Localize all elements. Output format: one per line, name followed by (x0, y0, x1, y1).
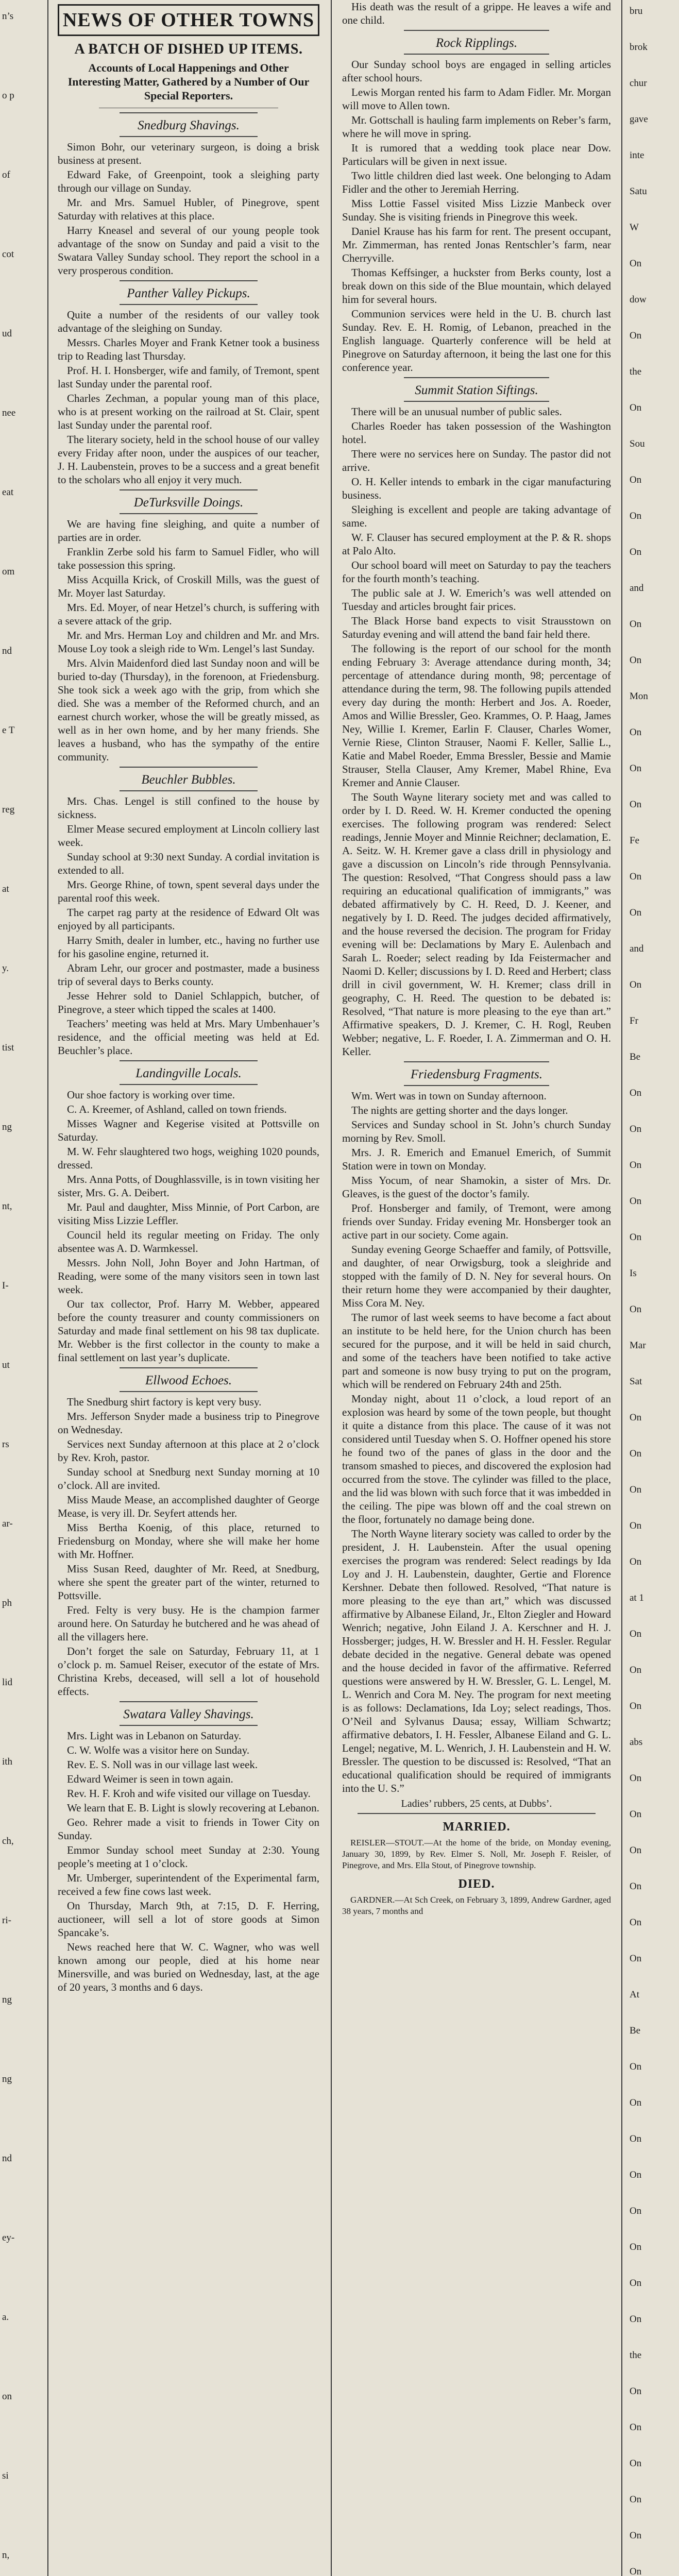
cropped-text-fragment: ut (2, 1360, 10, 1370)
cropped-text-fragment: On (630, 1845, 642, 1856)
news-item: We learn that E. B. Light is slowly recovering at Lebanon. (67, 1802, 319, 1814)
news-item: Mr. and Mrs. Herman Loy and children and Mr. and Mrs. Mouse Loy took a sleigh ride to Wm. Lengel’s last Sunday. (58, 629, 319, 655)
cropped-text-fragment: On (630, 1953, 642, 1964)
cropped-text-fragment: tist (2, 1042, 14, 1053)
cropped-text-fragment: the (630, 2350, 642, 2361)
cropped-text-fragment: On (630, 1917, 642, 1928)
cropped-text-fragment: ri- (2, 1915, 11, 1926)
section-heading: Landingville Locals. (135, 1066, 242, 1080)
cropped-text-fragment: abs (630, 1737, 643, 1748)
cropped-text-fragment: On (630, 1701, 642, 1711)
right-edge-column (624, 0, 679, 2576)
news-item: Services next Sunday afternoon at this place at 2 o’clock by Rev. Kroh, pastor. (58, 1438, 319, 1464)
cropped-text-fragment: o p (2, 90, 14, 101)
news-item: M. W. Fehr slaughtered two hogs, weighing 1020 pounds, dressed. (58, 1145, 319, 1171)
cropped-text-fragment: chur (630, 78, 647, 89)
column-rule (331, 0, 332, 2576)
news-item: W. F. Clauser has secured employment at the P. & R. shops at Palo Alto. (342, 531, 611, 557)
section-divider (120, 136, 258, 137)
cropped-text-fragment: On (630, 871, 642, 882)
news-item: We are having fine sleighing, and quite a number of parties are in order. (58, 518, 319, 544)
news-item: The South Wayne literary society met and was called to order by I. D. Reed. W. H. Kremer conducted the opening exercises. The following program was rendered: Select readings, Jennie Moyer and Minnie Reichner; declamation, E. A. Seitz. W. H. Kremer gave a class drill in physiology and gave a discussion on Lincoln’s ride through Pennsylvania. The question: Resolved, “That Congress should pass a law requiring an educational qualification of immigrants,” was debated affirmatively by C. H. Reed, D. J. Keener, and negatively by I. D. Reed. The judges decided affirmatively, and the house reversed the decision. The program for Friday evening will be: Declamations by Mary E. Aulenbach and Sarah L. Roeder; select reading by Ida Feistermacher and Naomi D. Keller; discussions by I. D. Reed and Herbert; class drill in civil government, W. H. Kremer; class drill in geography, C. H. Reed. The question to be debated is: Resolved, “That nature is more pleasing to the eye than art.” Affirmative speakers, D. J. Kremer, C. H. Rogl, Reuben Webber; negative, L. F. Roeder, I. A. Zimmerman and O. H. Keller. (342, 791, 611, 1058)
news-item: Miss Yocum, of near Shamokin, a sister of Mrs. Dr. Gleaves, is the guest of the doctor’s family. (342, 1174, 611, 1200)
cropped-text-fragment: ph (2, 1598, 12, 1608)
cropped-text-fragment: I- (2, 1280, 9, 1291)
cropped-text-fragment: ng (2, 2074, 12, 2084)
married-heading: MARRIED. (443, 1820, 511, 1834)
column-rule (621, 0, 622, 2576)
cropped-text-fragment: On (630, 1809, 642, 1820)
cropped-text-fragment: On (630, 2314, 642, 2325)
cropped-text-fragment: On (630, 2278, 642, 2289)
cropped-text-fragment: On (630, 727, 642, 738)
cropped-text-fragment: ey- (2, 2232, 15, 2243)
news-item: Sunday evening George Schaeffer and family, of Pottsville, and daughter, of near Orwigsburg, took a sleighride and stopped with the family of D. N. Ney for several hours. On their return home they were accompanied by their daughter, Miss Cora M. Ney. (342, 1243, 611, 1309)
cropped-text-fragment: e T (2, 725, 15, 736)
cropped-text-fragment: and (630, 583, 644, 594)
cropped-text-fragment: On (630, 2097, 642, 2108)
news-item: Prof. Honsberger and family, of Tremont, were among friends over Sunday. Friday evening Mr. Honsberger took an active part in our society. Come again. (342, 1202, 611, 1241)
cropped-text-fragment: lid (2, 1677, 13, 1688)
news-item: News reached here that W. C. Wagner, who was well known among our people, died at his home near Minersville, and was buried on Wednesday, last, at the age of 20 years, 3 months and 6 days. (58, 1941, 319, 1993)
section-divider (404, 401, 549, 402)
news-item: Messrs. Charles Moyer and Frank Ketner took a business trip to Reading last Thursday. (58, 336, 319, 362)
section-heading: Summit Station Siftings. (415, 383, 538, 397)
news-item: Quite a number of the residents of our valley took advantage of the sleighing on Sunday. (58, 309, 319, 334)
news-item: Charles Roeder has taken possession of the Washington hotel. (342, 420, 611, 446)
section-divider (120, 1367, 258, 1368)
news-item: Geo. Rehrer made a visit to friends in Tower City on Sunday. (58, 1816, 319, 1842)
news-item: Miss Maude Mease, an accomplished daughter of George Mease, is very ill. Dr. Seyfert attends her. (58, 1494, 319, 1519)
news-item: Prof. H. I. Honsberger, wife and family, of Tremont, spent last Sunday under the parental roof. (58, 364, 319, 390)
cropped-text-fragment: rs (2, 1439, 9, 1450)
news-item: Mrs. J. R. Emerich and Emanuel Emerich, of Summit Station were in town on Monday. (342, 1146, 611, 1172)
cropped-text-fragment: On (630, 907, 642, 918)
cropped-text-fragment: on (2, 2391, 12, 2402)
news-item: Mrs. Light was in Lebanon on Saturday. (67, 1730, 242, 1742)
married-notice: REISLER—STOUT.—At the home of the bride, on Monday evening, January 30, 1899, by Rev. Elmer S. Noll, Mr. Joseph F. Reisler, of Pinegrove, and Mrs. Ella Stout, of Pinegrove township. (342, 1838, 611, 1870)
news-item: Our school board will meet on Saturday to pay the teachers for the fourth month’s teaching. (342, 559, 611, 585)
news-item: O. H. Keller intends to embark in the cigar manufacturing business. (342, 476, 611, 501)
cropped-text-fragment: a. (2, 2312, 9, 2323)
cropped-text-fragment: On (630, 1196, 642, 1207)
cropped-text-fragment: On (630, 2386, 642, 2397)
cropped-text-fragment: bru (630, 6, 643, 16)
cropped-text-fragment: Fe (630, 835, 639, 846)
news-item: There will be an unusual number of public sales. (351, 405, 562, 418)
section-heading: DeTurksville Doings. (133, 496, 244, 510)
section-heading: Beuchler Bubbles. (141, 773, 236, 787)
section-divider (120, 489, 258, 490)
section-heading: Swatara Valley Shavings. (123, 1707, 254, 1721)
news-item: On Thursday, March 9th, at 7:15, D. F. Herring, auctioneer, will sell a lot of store goods at Simon Spancake’s. (58, 1900, 319, 1939)
section-divider (404, 1061, 549, 1062)
cropped-text-fragment: On (630, 474, 642, 485)
section-divider (404, 30, 549, 31)
news-item: The following is the report of our school for the month ending February 3: Average attendance during month, 34; percentage of attendance during month, 98; percentage of attendance during the term, 98. The following pupils attended every day during the month: Herbert and Jos. A. Roeder, Amos and Willie Bressler, Geo. Krammes, O. P. Haag, James Ney, Willie I. Kremer, Earlin F. Clauser, Charles Womer, Vernie Riese, Clinton Strauser, Naomi F. Keller, Sallie L., Katie and Mabel Roeder, Emma Bressler, Bessie and Mamie Strauser, Stella Clauser, Amy Kremer, Mabel Rhine, Eva Kremer and Annie Clauser. (342, 642, 611, 789)
news-item: The Snedburg shirt factory is kept very busy. (67, 1396, 262, 1408)
cropped-text-fragment: On (630, 2242, 642, 2252)
news-item: Don’t forget the sale on Saturday, February 11, at 1 o’clock p. m. Samuel Reiser, executor of the estate of Mrs. Christina Krebs, deceased, will sell a lot of household effects. (58, 1645, 319, 1698)
died-notice: GARDNER.—At Sch Creek, on February 3, 1899, Andrew Gardner, aged 38 years, 7 months and (342, 1895, 611, 1916)
news-item: Emmor Sunday school meet Sunday at 2:30. Young people’s meeting at 1 o’clock. (58, 1844, 319, 1870)
cropped-text-fragment: On (630, 2494, 642, 2505)
news-item: Edward Fake, of Greenpoint, took a sleighing party through our village on Sunday. (58, 168, 319, 194)
news-item: Rev. E. S. Noll was in our village last week. (67, 1758, 258, 1771)
cropped-text-fragment: On (630, 1160, 642, 1171)
section-divider (120, 304, 258, 305)
cropped-text-fragment: On (630, 979, 642, 990)
news-item: Messrs. John Noll, John Boyer and John Hartman, of Reading, were some of the many visitors seen in town last week. (58, 1257, 319, 1296)
news-item: Miss Lottie Fassel visited Miss Lizzie Manbeck over Sunday. She is visiting friends in Pinegrove this week. (342, 197, 611, 223)
cropped-text-fragment: On (630, 2422, 642, 2433)
news-item: Franklin Zerbe sold his farm to Samuel Fidler, who will take possession this spring. (58, 546, 319, 571)
cropped-text-fragment: the (630, 366, 642, 377)
news-item: Mrs. Alvin Maidenford died last Sunday noon and will be buried to-day (Thursday), in the forenoon, at Friedensburg. She took sick a week ago with the grip, from which she died. She was a member of the Reformed church, and an earnest church worker, whose the will be greatly missed, as well as in her own home, and by her many friends. She leaves a husband, who has the sympathy of the entire community. (58, 657, 319, 763)
news-item: Harry Smith, dealer in lumber, etc., having no further use for his gasoline engine, returned it. (58, 934, 319, 960)
cropped-text-fragment: On (630, 1520, 642, 1531)
cropped-text-fragment: Be (630, 1052, 641, 1062)
news-item: Mrs. Jefferson Snyder made a business trip to Pinegrove on Wednesday. (58, 1410, 319, 1436)
main-column-a (48, 0, 327, 2576)
cropped-text-fragment: On (630, 799, 642, 810)
news-item: Thomas Keffsinger, a huckster from Berks county, lost a break down on this side of the Blue mountain, which delayed him for several hours. (342, 266, 611, 306)
section-divider (120, 280, 258, 281)
news-item: Mrs. George Rhine, of town, spent several days under the parental roof this week. (58, 878, 319, 904)
masthead: NEWS OF OTHER TOWNS (58, 4, 319, 36)
section-divider (120, 513, 258, 514)
news-item: The North Wayne literary society was called to order by the president, J. H. Laubenstein. After the usual opening exercises the program was rendered: Select readings by Ida Loy and J. H. Laubenstein, daughter, Gertie and Florence Kershner. Debate then followed. Resolved, “That nature is more pleasing to the eye than art,” which was discussed affirmative by Albanese Eiland, Jr., Elton Ziegler and Howard Wenrich; negative, John Eiland J. A. Kerschner and H. J. Hossberger; judges, H. W. Bressler and H. H. Fessler. Regular debate decided in the negative. General debate was opened and the house decided in favor of the affirmative. Referred questions were answered by H. W. Bressler, G. L. Lengel, M. L. Wenrich and Cora M. Ney. The program for next meeting is as follows: Declamations, Ida Loy; select readings, Thos. O’Neil and Sylvanus Dausa; essay, William Schwartz; affirmative debators, I. H. Fessler, Albanese Eiland and G. L. Lengel; negative, M. L. Wenrich, J. H. Laubenstein and H. W. Bressler. The question to be discussed is: Resolved, “That an educational qualification should be required of immigrants into the U. S.” (342, 1528, 611, 1794)
divider (358, 1813, 596, 1814)
cropped-text-fragment: On (630, 258, 642, 269)
news-item: Teachers’ meeting was held at Mrs. Mary Umbenhauer’s residence, and the official meeting was held at Ed. Beuchler’s place. (58, 1018, 319, 1057)
cropped-text-fragment: On (630, 1665, 642, 1675)
section-divider (404, 54, 549, 55)
section-heading: Rock Ripplings. (435, 36, 518, 50)
news-item: Sunday school at 9:30 next Sunday. A cordial invitation is extended to all. (58, 851, 319, 876)
cropped-text-fragment: reg (2, 804, 15, 815)
column-b-intro (342, 0, 611, 27)
cropped-text-fragment: cot (2, 249, 14, 260)
news-item: Elmer Mease secured employment at Lincoln colliery last week. (58, 823, 319, 849)
cropped-text-fragment: y. (2, 963, 9, 974)
cropped-text-fragment: On (630, 1448, 642, 1459)
column-b-body (342, 30, 611, 1795)
cropped-text-fragment: and (630, 943, 644, 954)
cropped-text-fragment: On (630, 402, 642, 413)
news-item: The rumor of last week seems to have become a fact about an institute to be held here, for the Union church has been secured for the purpose, and it will be held in said church, and some of the teachers have been notified to take active part and someone is now busy trying to put on the program, which will be rendered on February 24th and 25th. (342, 1311, 611, 1391)
news-item: Mr. Gottschall is hauling farm implements on Reber’s farm, where he will move in spring. (342, 114, 611, 140)
cropped-text-fragment: ch, (2, 1836, 14, 1846)
news-item: Mrs. Ed. Moyer, of near Hetzel’s church, is suffering with a severe attack of the grip. (58, 601, 319, 627)
section-divider (120, 767, 258, 768)
news-item: Our tax collector, Prof. Harry M. Webber, appeared before the county treasurer and county commissioners on Saturday and made final settlement on his 98 tax duplicate. Mr. Webber is the first collector in the county to make a final settlement on last year’s duplicate. (58, 1298, 319, 1364)
section-divider (120, 112, 258, 113)
news-item: Mr. and Mrs. Samuel Hubler, of Pinegrove, spent Saturday with relatives at this place. (58, 196, 319, 222)
cropped-text-fragment: On (630, 330, 642, 341)
section-divider (120, 790, 258, 791)
section-divider (120, 1725, 258, 1726)
main-column-b (335, 0, 618, 2576)
cropped-text-fragment: On (630, 2133, 642, 2144)
news-item: Mr. Umberger, superintendent of the Experimental farm, received a few fine cows last week. (58, 1872, 319, 1897)
cropped-text-fragment: On (630, 1773, 642, 1784)
section-divider (120, 1060, 258, 1061)
cropped-text-fragment: On (630, 1088, 642, 1098)
news-item: The public sale at J. W. Emerich’s was well attended on Tuesday and articles brought fair prices. (342, 587, 611, 613)
news-item: Sunday school at Snedburg next Sunday morning at 10 o’clock. All are invited. (58, 1466, 319, 1492)
cropped-text-fragment: At (630, 1989, 639, 2000)
news-item: C. A. Kreemer, of Ashland, called on town friends. (67, 1103, 287, 1115)
news-item: His death was the result of a grippe. He leaves a wife and one child. (342, 1, 611, 26)
news-item: Edward Weimer is seen in town again. (67, 1773, 233, 1785)
news-item: Mrs. Chas. Lengel is still confined to the house by sickness. (58, 795, 319, 821)
news-item: Monday night, about 11 o’clock, a loud report of an explosion was heard by some of the town people, but thought it quite a distance from this place. The cause of it was not considered until Tuesday when S. O. Hoffner opened his store he found two of the panes of glass in the door and the transom smashed to pieces, and discovered the explosion had occurred from the stove. The cylinder was filled to the place, and the lid was blown with such force that it was imbedded in the ceiling. The pipe was blown off and the coal strewn on the floor, fortunately no damage being done. (342, 1393, 611, 1526)
cropped-text-fragment: On (630, 2206, 642, 2216)
cropped-text-fragment: ng (2, 1122, 12, 1132)
news-item: Our shoe factory is working over time. (67, 1089, 235, 1101)
cropped-text-fragment: On (630, 2530, 642, 2541)
cropped-text-fragment: nee (2, 408, 16, 418)
cropped-text-fragment: Sat (630, 1376, 642, 1387)
section-divider (404, 377, 549, 378)
cropped-text-fragment: ng (2, 1994, 12, 2005)
news-item: Miss Acquilla Krick, of Croskill Mills, was the guest of Mr. Moyer last Saturday. (58, 573, 319, 599)
cropped-text-fragment: Fr (630, 1015, 638, 1026)
cropped-text-fragment: On (630, 1304, 642, 1315)
cropped-text-fragment: si (2, 2470, 9, 2481)
news-item: Lewis Morgan rented his farm to Adam Fidler. Mr. Morgan will move to Allen town. (342, 86, 611, 112)
news-item: Jesse Hehrer sold to Daniel Schlappich, butcher, of Pinegrove, a steer which tipped the scales at 1400. (58, 990, 319, 1015)
cropped-text-fragment: at 1 (630, 1592, 644, 1603)
cropped-text-fragment: On (630, 2566, 642, 2576)
cropped-text-fragment: On (630, 1629, 642, 1639)
news-item: The literary society, held in the school house of our valley every Friday after noon, under the auspices of our teacher, J. H. Laubenstein, proves to be a success and a great benefit to the scholars who all enjoy it very much. (58, 433, 319, 486)
cropped-text-fragment: On (630, 1412, 642, 1423)
deck-headline: A BATCH OF DISHED UP ITEMS. (74, 41, 303, 57)
cropped-text-fragment: nt, (2, 1201, 12, 1212)
news-item: Rev. H. F. Kroh and wife visited our village on Tuesday. (67, 1787, 311, 1800)
news-item: It is rumored that a wedding took place near Dow. Particulars will be given in next issue. (342, 142, 611, 167)
cropped-text-fragment: On (630, 763, 642, 774)
cropped-text-fragment: On (630, 1556, 642, 1567)
cropped-text-fragment: On (630, 2061, 642, 2072)
cropped-text-fragment: On (630, 1484, 642, 1495)
news-item: Fred. Felty is very busy. He is the champion farmer around here. On Saturday he butchered and he was ahead of all the villagers here. (58, 1604, 319, 1643)
cropped-text-fragment: ud (2, 328, 12, 339)
cropped-text-fragment: at (2, 884, 9, 894)
section-divider (120, 1084, 258, 1085)
advertisement-line: Ladies’ rubbers, 25 cents, at Dubbs’. (401, 1798, 552, 1809)
died-heading: DIED. (458, 1877, 495, 1891)
cropped-text-fragment: On (630, 2170, 642, 2180)
cropped-text-fragment: On (630, 1124, 642, 1134)
cropped-text-fragment: brok (630, 42, 648, 53)
section-divider (120, 1701, 258, 1702)
cropped-text-fragment: gave (630, 114, 648, 125)
cropped-text-fragment: Sou (630, 438, 645, 449)
column-a-body (58, 112, 319, 1994)
cropped-text-fragment: dow (630, 294, 647, 305)
news-item: Simon Bohr, our veterinary surgeon, is doing a brisk business at present. (58, 141, 319, 166)
news-item: Daniel Krause has his farm for rent. The present occupant, Mr. Zimmerman, has rented Jonas Rentschler’s farm, near Cherryville. (342, 225, 611, 264)
cropped-text-fragment: Mon (630, 691, 648, 702)
cropped-text-fragment: ar- (2, 1518, 13, 1529)
news-item: Our Sunday school boys are engaged in selling articles after school hours. (342, 58, 611, 84)
news-item: Communion services were held in the U. B. church last Sunday. Rev. E. H. Romig, of Lebanon, preached in the English language. Quarterly conference will be held at Pinegrove on Saturday afternoon, it being the last one for this conference year. (342, 308, 611, 374)
news-item: C. W. Wolfe was a visitor here on Sunday. (67, 1744, 250, 1756)
section-heading: Snedburg Shavings. (138, 118, 240, 132)
cropped-text-fragment: nd (2, 646, 12, 656)
cropped-text-fragment: On (630, 1232, 642, 1243)
cropped-text-fragment: On (630, 2458, 642, 2469)
news-item: The Black Horse band expects to visit Strausstown on Saturday evening and will attend the band fair held there. (342, 615, 611, 640)
news-item: Harry Kneasel and several of our young people took advantage of the snow on Sunday and paid a visit to the Swatara Valley Sunday school. They report the school in a very prosperous condition. (58, 224, 319, 277)
cropped-text-fragment: W (630, 222, 639, 233)
cropped-text-fragment: ith (2, 1756, 13, 1767)
cropped-text-fragment: n, (2, 2550, 10, 2561)
news-item: The carpet rag party at the residence of Edward Olt was enjoyed by all participants. (58, 906, 319, 932)
news-item: Misses Wagner and Kegerise visited at Pottsville on Saturday. (58, 1117, 319, 1143)
cropped-text-fragment: Be (630, 2025, 641, 2036)
cropped-text-fragment: Mar (630, 1340, 646, 1351)
cropped-text-fragment: n’s (2, 11, 14, 22)
news-item: Miss Bertha Koenig, of this place, returned to Friedensburg on Monday, where she will make her home with Mr. Hoffner. (58, 1521, 319, 1561)
section-divider (404, 1085, 549, 1086)
cropped-text-fragment: inte (630, 150, 644, 161)
section-divider (120, 1391, 258, 1392)
section-heading: Ellwood Echoes. (145, 1374, 232, 1387)
cropped-text-fragment: On (630, 511, 642, 521)
cropped-text-fragment: nd (2, 2153, 12, 2164)
news-item: Council held its regular meeting on Friday. The only absentee was A. D. Warmkessel. (58, 1229, 319, 1255)
news-item: Two little children died last week. One belonging to Adam Fidler and the other to Jeremiah Herring. (342, 170, 611, 195)
subdeck-headline: Accounts of Local Happenings and Other Interesting Matter, Gathered by a Number of Our Special Reporters. (67, 61, 310, 102)
left-edge-column (0, 0, 48, 2576)
news-item: Miss Susan Reed, daughter of Mr. Reed, at Snedburg, where she spent the greater part of the winter, returned to Pottsville. (58, 1563, 319, 1602)
cropped-text-fragment: om (2, 566, 15, 577)
news-item: Mr. Paul and daughter, Miss Minnie, of Port Carbon, are visiting Miss Lizzie Leffler. (58, 1201, 319, 1227)
cropped-text-fragment: Is (630, 1268, 637, 1279)
section-heading: Friedensburg Fragments. (411, 1067, 542, 1081)
news-item: Abram Lehr, our grocer and postmaster, made a business trip of several days to Berks county. (58, 962, 319, 988)
news-item: The nights are getting shorter and the days longer. (351, 1104, 568, 1116)
news-item: Mrs. Anna Potts, of Doughlassville, is in town visiting her sister, Mrs. G. A. Deibert. (58, 1173, 319, 1199)
news-item: Services and Sunday school in St. John’s church Sunday morning by Rev. Smoll. (342, 1118, 611, 1144)
cropped-text-fragment: On (630, 619, 642, 630)
news-item: Sleighing is excellent and people are taking advantage of same. (342, 503, 611, 529)
cropped-text-fragment: of (2, 170, 10, 180)
news-item: Charles Zechman, a popular young man of this place, who is at present working on the railroad at St. Clair, spent last Sunday under the parental roof. (58, 392, 319, 431)
news-item: There were no services here on Sunday. The pastor did not arrive. (342, 448, 611, 473)
cropped-text-fragment: On (630, 655, 642, 666)
cropped-text-fragment: Satu (630, 186, 647, 197)
cropped-text-fragment: On (630, 547, 642, 557)
cropped-text-fragment: eat (2, 487, 14, 498)
cropped-text-fragment: On (630, 1881, 642, 1892)
section-heading: Panther Valley Pickups. (127, 286, 250, 300)
news-item: Wm. Wert was in town on Sunday afternoon. (351, 1090, 547, 1102)
